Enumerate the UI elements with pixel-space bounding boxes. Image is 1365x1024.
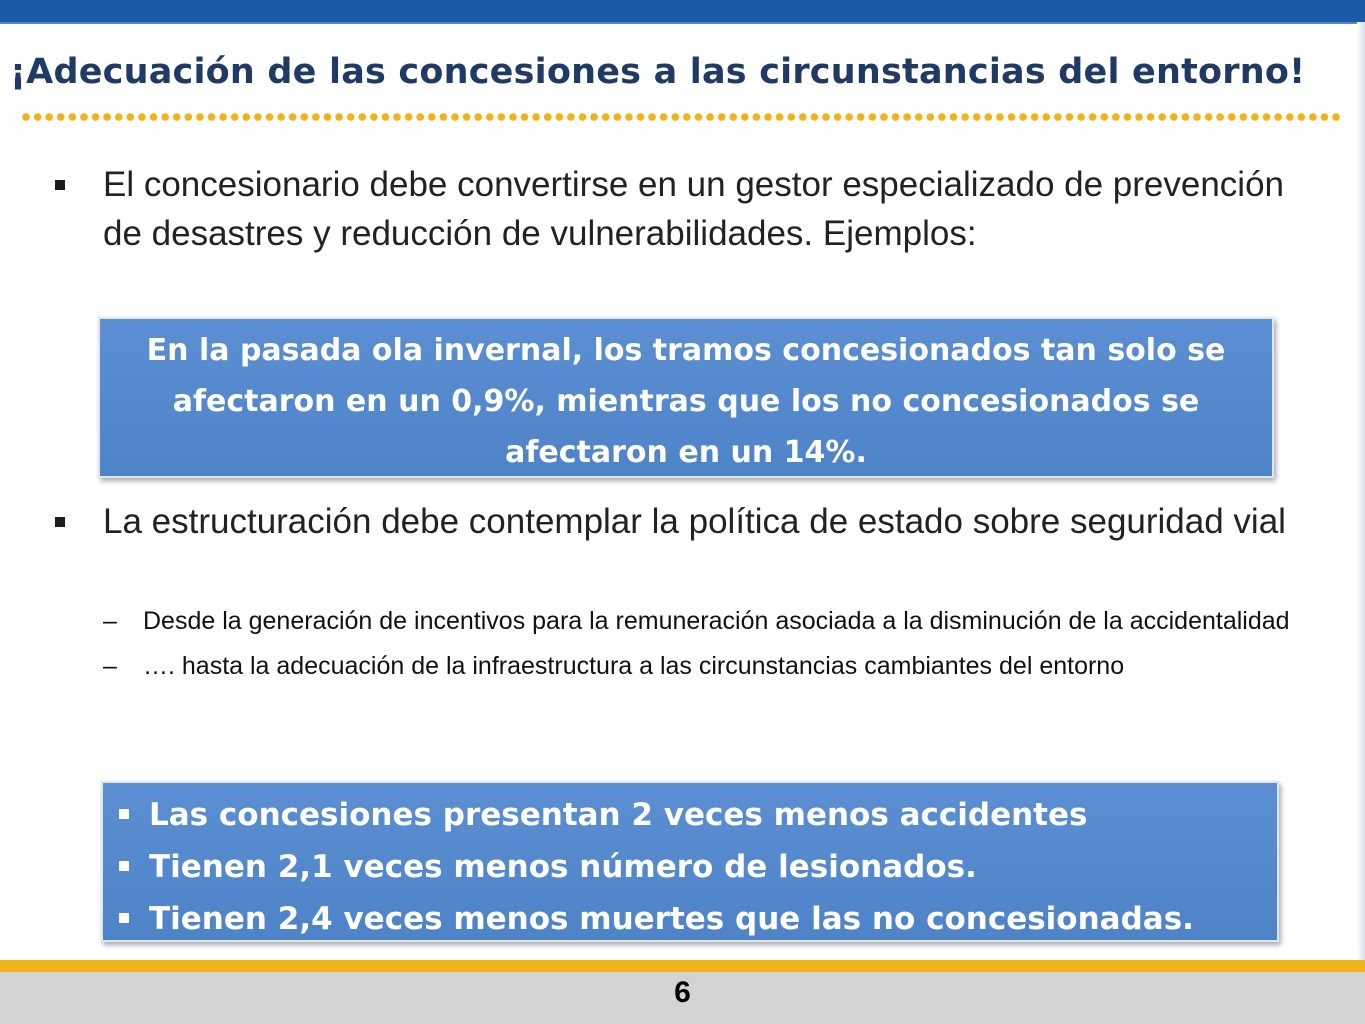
square-bullet-icon (119, 809, 129, 819)
dash-bullet-marker: – (103, 607, 117, 635)
dash-bullet-marker: – (103, 652, 117, 680)
sub-bullet-text: Desde la generación de incentivos para la remuneración asociada a la disminución de la accidentalidad (143, 607, 1290, 635)
stat-text: Las concesiones presentan 2 veces menos accidentes (149, 797, 1088, 833)
stat-item (115, 789, 1277, 841)
sub-bullet-text: …. hasta la adecuación de la infraestructura a las circunstancias cambiantes del entorno (143, 652, 1125, 680)
slide-title: ¡Adecuación de las concesiones a las circunstancias del entorno! (10, 52, 1306, 92)
stat-item (115, 893, 1277, 945)
footer-gold-line (0, 960, 1365, 972)
bullet-text: El concesionario debe convertirse en un gestor especializado de prevención de desastres y reducción de vulnerabilidades. Ejemplos: (103, 165, 1285, 253)
top-header-bar (0, 0, 1365, 24)
bullet-text: La estructuración debe contemplar la política de estado sobre seguridad vial (103, 502, 1286, 541)
bullet-list-item (55, 160, 1325, 258)
stat-text: Tienen 2,4 veces menos muertes que las no concesionadas. (149, 901, 1194, 937)
sub-bullet-list (103, 603, 1323, 693)
sub-bullet-item (103, 648, 1323, 685)
stat-item (115, 841, 1277, 893)
square-bullet-icon (55, 180, 65, 190)
right-edge-shadow (1357, 22, 1365, 962)
square-bullet-icon (119, 861, 129, 871)
title-dotted-divider (22, 113, 1344, 121)
square-bullet-icon (55, 517, 65, 527)
stat-text: Tienen 2,1 veces menos número de lesionados. (149, 849, 977, 885)
callout-road-safety-stats (101, 781, 1279, 942)
callout-winter-wave (98, 317, 1274, 478)
page-number: 6 (674, 976, 691, 1009)
square-bullet-icon (119, 913, 129, 923)
callout-text: En la pasada ola invernal, los tramos concesionados tan solo se afectaron en un 0,9%, mientras que los no concesionados se afectaron en un 14%. (146, 333, 1226, 470)
bullet-list-item (55, 497, 1325, 546)
sub-bullet-item (103, 603, 1323, 640)
